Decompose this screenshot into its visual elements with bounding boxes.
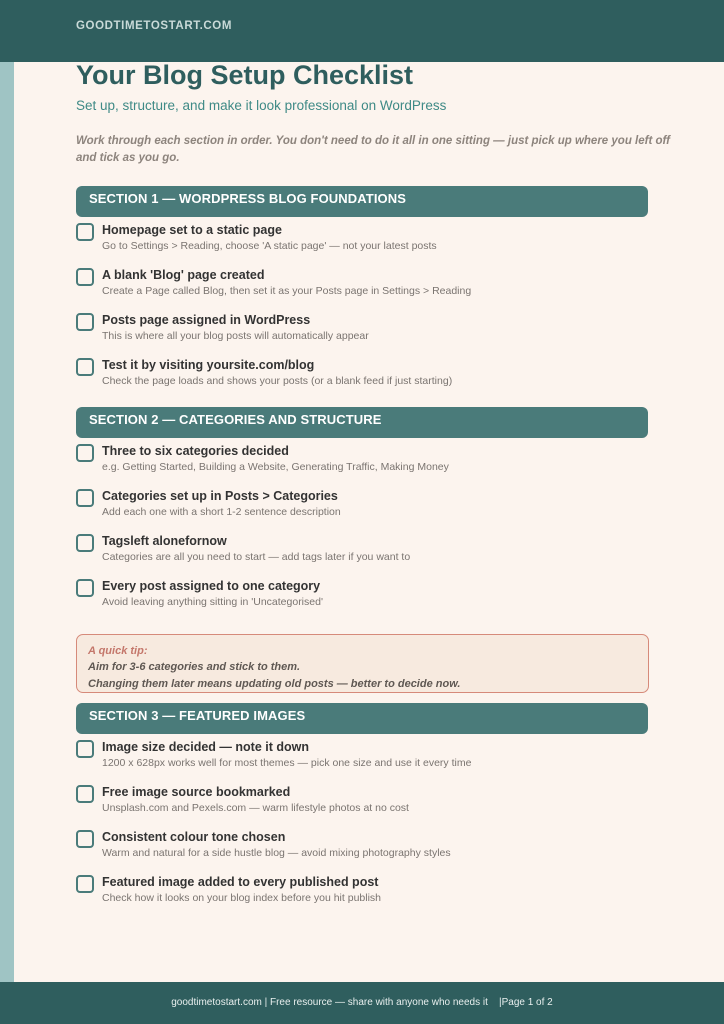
item-title: Test it by visiting yoursite.com/blog [102, 358, 315, 372]
tip-text: Aim for 3-6 categories and stick to them. [88, 661, 301, 673]
item-description: Warm and natural for a side hustle blog — avoid mixing photography styles [102, 847, 451, 859]
checkbox[interactable] [76, 534, 94, 552]
item-description: e.g. Getting Started, Building a Website, Generating Traffic, Making Money [102, 461, 449, 473]
item-title: A blank 'Blog' page created [102, 268, 265, 282]
checkbox[interactable] [76, 875, 94, 893]
checklist-item [76, 444, 656, 486]
item-description: Add each one with a short 1-2 sentence description [102, 506, 341, 518]
tip-box [76, 634, 649, 693]
checklist-item [76, 740, 656, 782]
item-title: Consistent colour tone chosen [102, 830, 286, 844]
item-title: Posts page assigned in WordPress [102, 313, 311, 327]
item-description: Check the page loads and shows your posts (or a blank feed if just starting) [102, 375, 453, 387]
checkbox[interactable] [76, 579, 94, 597]
section-1-header: SECTION 1 — WORDPRESS BLOG FOUNDATIONS [76, 186, 648, 217]
header-bar [0, 0, 724, 62]
checkbox[interactable] [76, 830, 94, 848]
checklist-item [76, 875, 656, 917]
item-title: Categories set up in Posts > Categories [102, 489, 338, 503]
checkbox[interactable] [76, 785, 94, 803]
site-name: GOODTIMETOSTART.COM [76, 20, 232, 32]
checklist-item [76, 313, 656, 355]
checklist-item [76, 534, 656, 576]
checkbox[interactable] [76, 740, 94, 758]
checklist-item [76, 785, 656, 827]
item-description: Categories are all you need to start — add tags later if you want to [102, 551, 411, 563]
side-accent-strip [0, 62, 14, 982]
checkbox[interactable] [76, 444, 94, 462]
item-title: Tagsleft alonefornow [102, 534, 227, 548]
item-title: Image size decided — note it down [102, 740, 309, 754]
item-title: Featured image added to every published post [102, 875, 379, 889]
tip-label: A quick tip: [88, 645, 148, 657]
item-title: Every post assigned to one category [102, 579, 321, 593]
footer-bar [0, 982, 724, 1024]
checkbox[interactable] [76, 223, 94, 241]
checklist-item [76, 579, 656, 621]
page-title: Your Blog Setup Checklist [76, 60, 414, 90]
item-description: Avoid leaving anything sitting in 'Uncategorised' [102, 596, 323, 608]
item-title: Three to six categories decided [102, 444, 289, 458]
intro-text: Work through each section in order. You don't need to do it all in one sitting — just pick up where you left off and tick as you go. [76, 135, 670, 164]
checklist-item [76, 268, 656, 310]
item-title: Free image source bookmarked [102, 785, 291, 799]
item-title: Homepage set to a static page [102, 223, 282, 237]
checklist-item [76, 830, 656, 872]
section-2-header: SECTION 2 — CATEGORIES AND STRUCTURE [76, 407, 648, 438]
checklist-item [76, 223, 656, 265]
checkbox[interactable] [76, 313, 94, 331]
item-description: Go to Settings > Reading, choose 'A static page' — not your latest posts [102, 240, 437, 252]
section-3-header: SECTION 3 — FEATURED IMAGES [76, 703, 648, 734]
item-description: 1200 x 628px works well for most themes — pick one size and use it every time [102, 757, 472, 769]
item-description: Check how it looks on your blog index before you hit publish [102, 892, 381, 904]
item-description: Unsplash.com and Pexels.com — warm lifestyle photos at no cost [102, 802, 409, 814]
item-description: Create a Page called Blog, then set it as your Posts page in Settings > Reading [102, 285, 472, 297]
tip-text: Changing them later means updating old posts — better to decide now. [88, 678, 461, 690]
checklist-item [76, 358, 656, 400]
checkbox[interactable] [76, 489, 94, 507]
footer-text: goodtimetostart.com | Free resource — share with anyone who needs it |Page 1 of 2 [171, 997, 553, 1008]
checkbox[interactable] [76, 358, 94, 376]
checklist-item [76, 489, 656, 531]
page-subtitle: Set up, structure, and make it look professional on WordPress [76, 98, 447, 113]
checkbox[interactable] [76, 268, 94, 286]
item-description: This is where all your blog posts will automatically appear [102, 330, 369, 342]
